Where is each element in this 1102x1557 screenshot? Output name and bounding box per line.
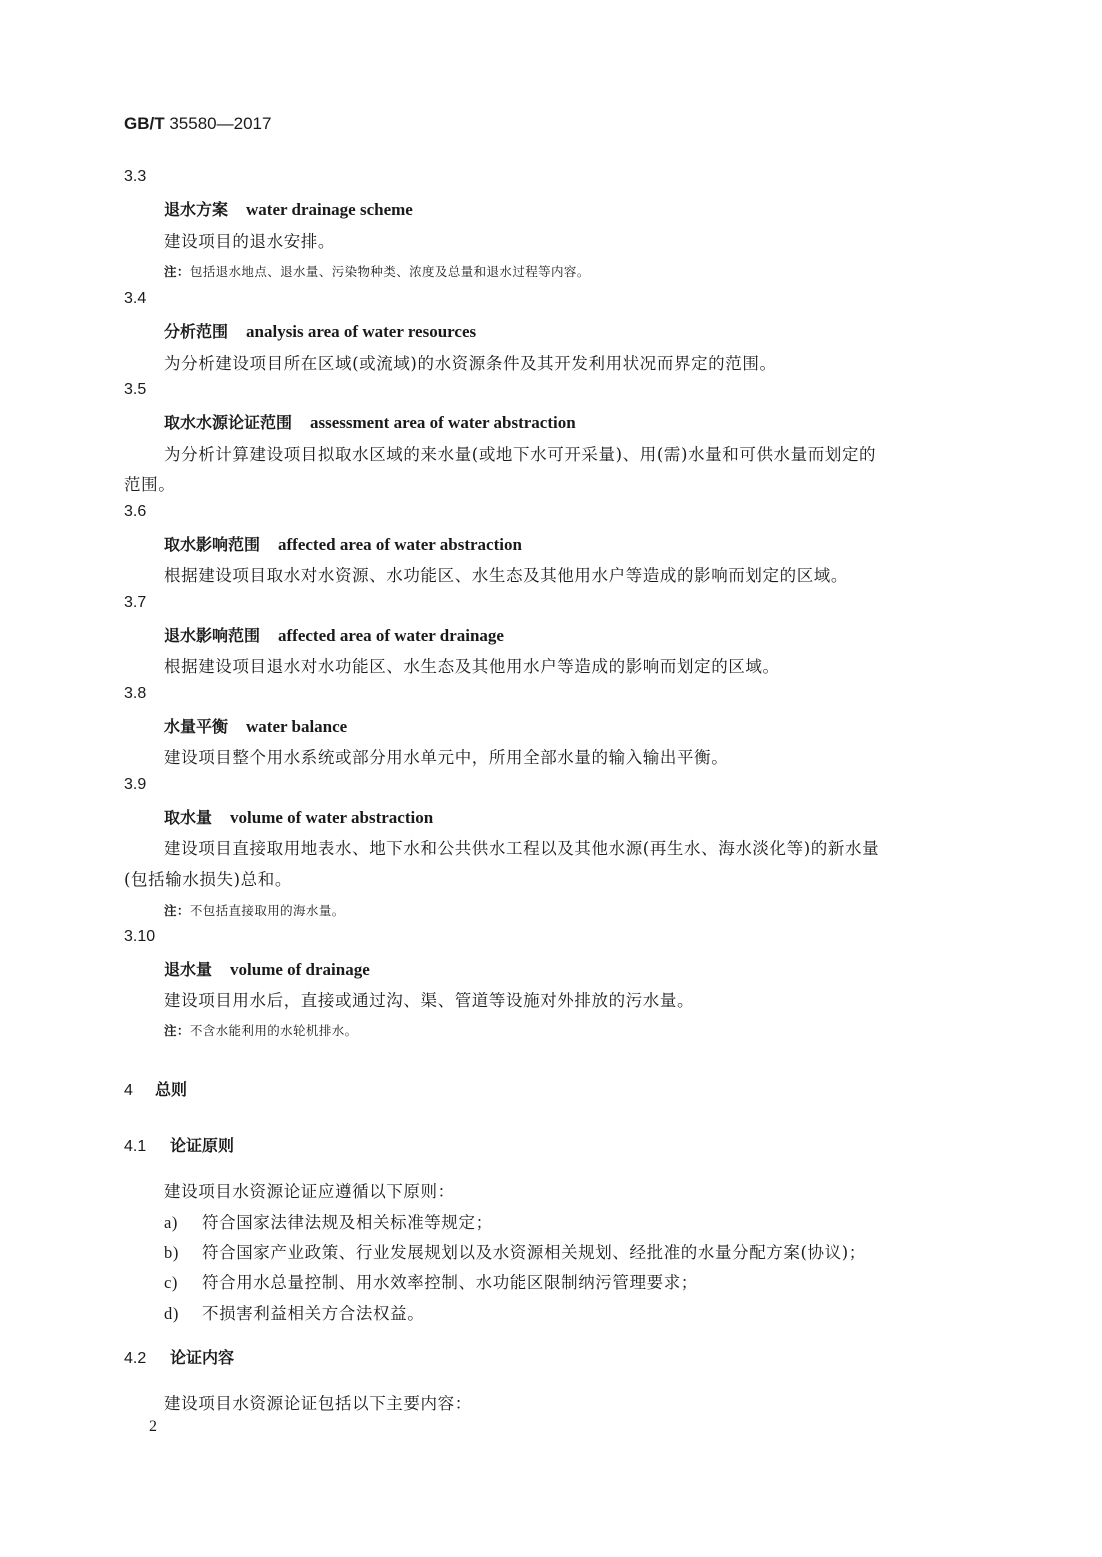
section-number: 4.1 [124, 1138, 147, 1155]
note [164, 262, 590, 280]
standard-number: 35580—2017 [169, 114, 272, 133]
term-en: volume of water abstraction [230, 808, 434, 827]
term-zh: 分析范围 [164, 322, 229, 341]
list-item [164, 1209, 493, 1233]
clause-number: 3.8 [124, 685, 147, 702]
definition-text: 建设项目的退水安排。 [164, 232, 335, 251]
list-item [164, 1239, 866, 1263]
term-en: affected area of water drainage [278, 626, 504, 645]
clause-number: 3.4 [124, 290, 147, 307]
list-label: b) [164, 1243, 179, 1262]
note-text: 不包括直接取用的海水量。 [189, 903, 345, 918]
definition-text: 为分析建设项目所在区域(或流域)的水资源条件及其开发利用状况而界定的范围。 [164, 354, 777, 373]
term-heading [164, 197, 413, 220]
term-zh: 取水量 [164, 808, 213, 827]
clause-number: 3.9 [124, 776, 147, 793]
clause-number: 3.3 [124, 168, 147, 185]
subsection-heading [124, 1133, 234, 1156]
definition-text: 建设项目直接取用地表水、地下水和公共供水工程以及其他水源(再生水、海水淡化等)的新水量 [164, 839, 880, 858]
clause-number: 3.7 [124, 594, 147, 611]
note-text: 不含水能利用的水轮机排水。 [189, 1023, 358, 1038]
list-text: 符合用水总量控制、用水效率控制、水功能区限制纳污管理要求； [202, 1273, 698, 1292]
list-item [164, 1300, 424, 1324]
paragraph: 建设项目水资源论证应遵循以下原则： [164, 1182, 455, 1201]
term-heading [164, 319, 476, 342]
definition-text: 根据建设项目取水对水资源、水功能区、水生态及其他用水户等造成的影响而划定的区域。 [164, 566, 848, 585]
section-title: 论证原则 [170, 1138, 235, 1155]
term-zh: 退水影响范围 [164, 626, 261, 645]
note [164, 1021, 358, 1039]
term-en: analysis area of water resources [246, 322, 477, 341]
list-text: 符合国家产业政策、行业发展规划以及水资源相关规划、经批准的水量分配方案(协议)； [202, 1243, 866, 1262]
clause-number: 3.5 [124, 381, 147, 398]
term-en: assessment area of water abstraction [310, 413, 576, 432]
list-label: c) [164, 1273, 179, 1292]
subsection-heading [124, 1345, 234, 1368]
term-zh: 退水方案 [164, 200, 229, 219]
standard-code: GB/T [124, 114, 165, 133]
term-en: water balance [246, 717, 348, 736]
list-text: 符合国家法律法规及相关标准等规定； [202, 1213, 493, 1232]
list-item [164, 1269, 698, 1293]
note-label: 注： [164, 264, 190, 279]
term-en: water drainage scheme [246, 200, 413, 219]
definition-text: 为分析计算建设项目拟取水区域的来水量(或地下水可开采量)、用(需)水量和可供水量而划定的 [164, 445, 877, 464]
page-number: 2 [149, 1418, 157, 1435]
term-zh: 水量平衡 [164, 717, 229, 736]
definition-text: 建设项目用水后，直接或通过沟、渠、管道等设施对外排放的污水量。 [164, 991, 695, 1010]
list-label: d) [164, 1304, 179, 1323]
note [164, 901, 345, 919]
term-heading [164, 410, 576, 433]
definition-text-continued: (包括输水损失)总和。 [124, 870, 292, 889]
term-en: volume of drainage [230, 960, 370, 979]
list-text: 不损害利益相关方合法权益。 [202, 1304, 425, 1323]
term-heading [164, 623, 504, 646]
paragraph: 建设项目水资源论证包括以下主要内容： [164, 1394, 472, 1413]
definition-text-continued: 范围。 [124, 475, 176, 494]
term-heading [164, 714, 347, 737]
term-en: affected area of water abstraction [278, 535, 522, 554]
definition-text: 根据建设项目退水对水功能区、水生态及其他用水户等造成的影响而划定的区域。 [164, 657, 780, 676]
section-number: 4.2 [124, 1350, 147, 1367]
section-title: 总则 [155, 1082, 188, 1099]
document-header [124, 114, 271, 134]
section-title: 论证内容 [170, 1350, 235, 1367]
note-label: 注： [164, 1023, 190, 1038]
note-text: 包括退水地点、退水量、污染物种类、浓度及总量和退水过程等内容。 [189, 264, 590, 279]
term-zh: 退水量 [164, 960, 213, 979]
definition-text: 建设项目整个用水系统或部分用水单元中，所用全部水量的输入输出平衡。 [164, 748, 729, 767]
term-heading [164, 805, 433, 828]
clause-number: 3.6 [124, 503, 147, 520]
section-number: 4 [124, 1082, 133, 1099]
list-label: a) [164, 1213, 179, 1232]
term-zh: 取水影响范围 [164, 535, 261, 554]
term-zh: 取水水源论证范围 [164, 413, 293, 432]
note-label: 注： [164, 903, 190, 918]
section-heading [124, 1077, 187, 1100]
clause-number: 3.10 [124, 928, 156, 945]
term-heading [164, 532, 522, 555]
term-heading [164, 957, 370, 980]
